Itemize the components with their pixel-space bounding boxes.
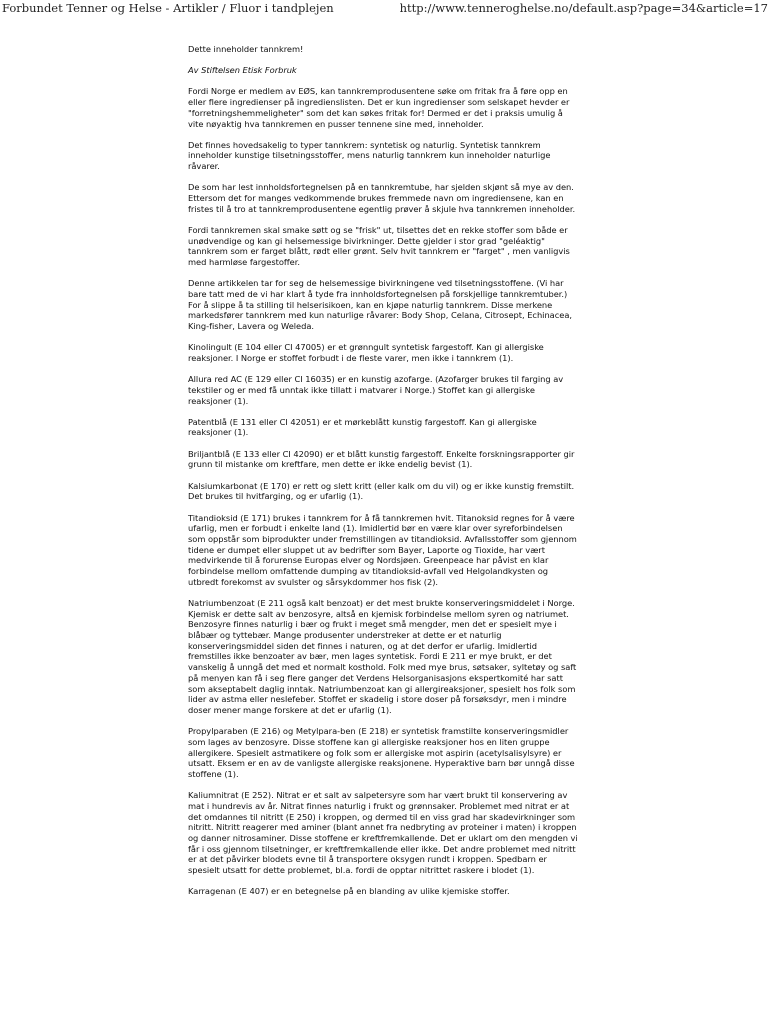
paragraph: Briljantblå (E 133 eller CI 42090) er et blått kunstig fargestoff. Enkelte forskningsrapporter gir grunn til mistanke om kreftfare, men dette er ikke endelig bevist (1). — [188, 448, 575, 470]
paragraph: Kalsiumkarbonat (E 170) er rett og slett kritt (eller kalk om du vil) og er ikke kunstig fremstilt. Det brukes til hvitfarging, og er ufarlig (1). — [188, 480, 575, 502]
paragraph: Fordi tannkremen skal smake søtt og se "frisk" ut, tilsettes det en rekke stoffer som både er unødvendige og kan gi helsemessige bivirkninger. Dette gjelder i stor grad "geléaktig" tannkrem som er farget blått, rødt eller grønt. Selv hvit tannkrem er "farget" , men vanligvis med harmløse fargestoffer. — [188, 224, 570, 268]
paragraph: Natriumbenzoat (E 211 også kalt benzoat) er det mest brukte konserveringsmiddelet i Norge. Kjemisk er dette salt av benzosyre, altså en kjemisk forbindelse mellom syren og natriumet. Benzosyre finnes naturlig i bær og frukt i meget små mengder, men det er spesielt mye i blåbær og tyttebær. Mange produsenter understreker at dette er et naturlig konserveringsmiddel siden det finnes i naturen, og at det derfor er ufarlig. Imidlertid fremstilles ikke benzoater av bær, men lages syntetisk. Fordi E 211 er mye brukt, er det vanskelig å unngå det med et normalt kosthold. Folk med mye brus, søtsaker, syltetøy og saft på menyen kan få i seg flere ganger det Verdens Helsorganisasjons ekspertkomité har satt som akseptabelt daglig inntak. Natriumbenzoat kan gi allergireaksjoner, spesielt hos folk som lider av astma eller neslefeber. Stoffet er skadelig i store doser på forsøksdyr, men i mindre doser mener mange forskere at det er ufarlig (1). — [188, 597, 577, 715]
paragraph: Det finnes hovedsakelig to typer tannkrem: syntetisk og naturlig. Syntetisk tannkrem inneholder kunstige tilsetningsstoffer, mens naturlig tannkrem kun inneholder naturlige råvarer. — [188, 139, 551, 172]
article — [188, 44, 580, 908]
page-title: Forbundet Tenner og Helse - Artikler / Fluor i tandplejen — [2, 1, 334, 15]
print-header — [0, 0, 768, 18]
paragraph: Fordi Norge er medlem av EØS, kan tannkremprodusentene søke om fritak fra å føre opp en eller flere ingredienser på ingredienslisten. Det er kun ingredienser som selskapet hevder er "forretningshemmeligheter" som det kan søkes fritak for! Dermed er det i praksis umulig å vite nøyaktig hva tannkremen en pusser tennene sine med, inneholder. — [188, 86, 570, 129]
paragraph: Karragenan (E 407) er en betegnelse på en blanding av ulike kjemiske stoffer. — [188, 886, 510, 897]
paragraph: De som har lest innholdsfortegnelsen på en tannkremtube, har sjelden skjønt så mye av den. Ettersom det for manges vedkommende brukes fremmede navn om ingrediensene, kan en fristes til å tro at tannkremprodusentene egentlig prøver å skjule hva tannkremen inneholder. — [188, 182, 576, 214]
article-heading: Dette inneholder tannkrem! — [188, 44, 304, 54]
paragraph: Propylparaben (E 216) og Metylpara-ben (E 218) er syntetisk framstilte konserveringsmidler som lages av benzosyre. Disse stoffene kan gi allergiske reaksjoner hos en liten gruppe allergikere. Spesielt astmatikere og folk som er allergiske mot aspirin (acetylsalisylsyre) er utsatt. Eksem er en av de vanligste allergiske reaksjonene. Hyperaktive barn bør unngå disse stoffene (1). — [188, 726, 575, 779]
paragraph: Titandioksid (E 171) brukes i tannkrem for å få tannkremen hvit. Titanoksid regnes for å være ufarlig, men er forbudt i enkelte land (1). Imidlertid bør en være klar over syreforbindelsen som oppstår som biprodukter under fremstillingen av titandioksid. Avfallsstoffer som gjennom tidene er dumpet eller sluppet ut av bedrifter som Bayer, Laporte og Tioxide, har vært medvirkende til å forurense Europas elver og Nordsjøen. Greenpeace har påvist en klar forbindelse mellom omfattende dumping av titandioksid-avfall ved Helgolandkysten og utbredt forekomst av svulster og sårsykdommer hos fisk (2). — [188, 512, 577, 587]
paragraph: Allura red AC (E 129 eller CI 16035) er en kunstig azofarge. (Azofarger brukes til farging av tekstiler og er med få unntak ikke tillatt i matvarer i Norge.) Stoffet kan gi allergiske reaksjoner (1). — [188, 374, 564, 406]
article-byline: Av Stiftelsen Etisk Forbruk — [188, 65, 297, 76]
page-url: http://www.tenneroghelse.no/default.asp?page=34&article=17 — [399, 1, 768, 15]
paragraph: Kaliumnitrat (E 252). Nitrat er et salt av salpetersyre som har vært brukt til konservering av mat i hundrevis av år. Nitrat finnes naturlig i frukt og grønnsaker. Problemet med nitrat er at det omdannes til nitritt (E 250) i kroppen, og dermed til en viss grad har skadevirkninger som nitritt. Nitritt reagerer med aminer (blant annet fra nedbryting av proteiner i maten) i kroppen og danner nitrosaminer. Disse stoffene er kreftfremkallende. Det er uklart om den mengden vi får i oss gjennom tilsetninger, er kreftfremkallende eller ikke. Det andre problemet med nitritt er at det påvirker blodets evne til å transportere oksygen rundt i kroppen. Spedbarn er spesielt utsatt for dette problemet, bl.a. fordi de opptar nitrittet raskere i blodet (1). — [188, 790, 578, 876]
paragraph: Denne artikkelen tar for seg de helsemessige bivirkningene ved tilsetningsstoffene. (Vi har bare tatt med de vi har klart å tyde fra innholdsfortegnelsen på forskjellige tannkremtuber.) For å slippe å ta stilling til helserisikoen, kan en kjøpe naturlig tannkrem. Disse merkene markedsfører tannkrem med kun naturlige råvarer: Body Shop, Celana, Citrosept, Echinacea, King-fisher, Lavera og Weleda. — [188, 278, 573, 332]
paragraph: Patentblå (E 131 eller CI 42051) er et mørkeblått kunstig fargestoff. Kan gi allergiske reaksjoner (1). — [188, 416, 537, 438]
paragraph: Kinolingult (E 104 eller CI 47005) er et grønngult syntetisk fargestoff. Kan gi allergiske reaksjoner. I Norge er stoffet forbudt i de fleste varer, men ikke i tannkrem (1). — [188, 342, 544, 363]
